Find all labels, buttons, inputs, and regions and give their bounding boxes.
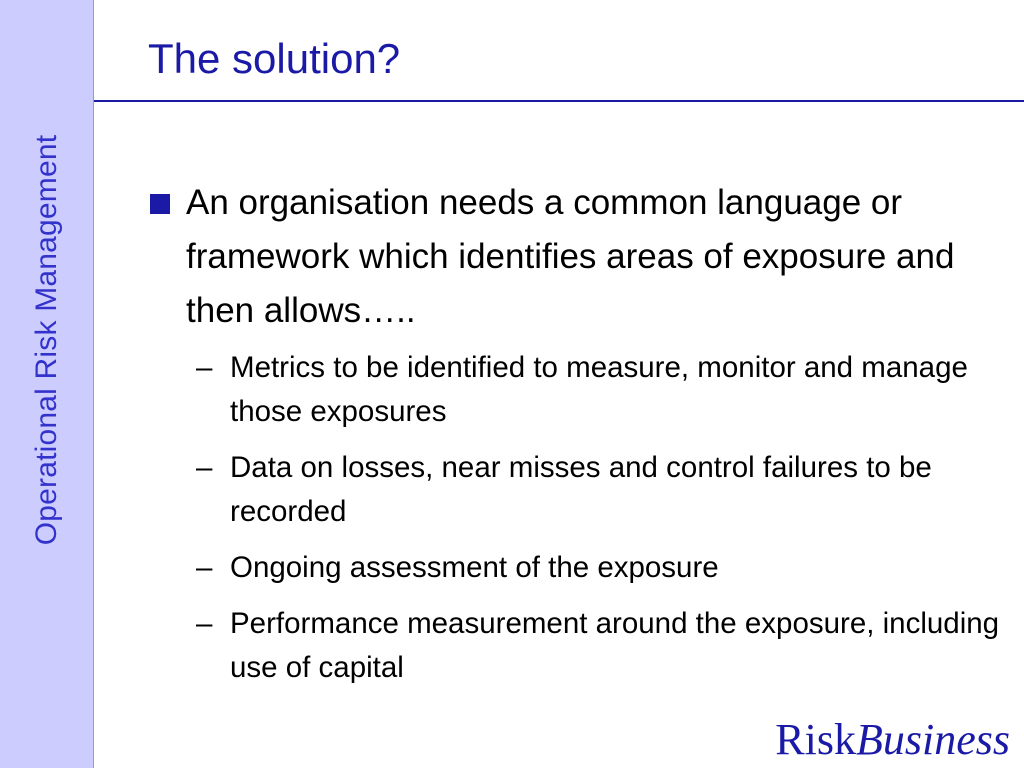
sub-bullet-text: Performance measurement around the exposure, including use of capital (230, 607, 1000, 684)
sub-bullet-text: Metrics to be identified to measure, monitor and manage those exposures (230, 351, 968, 428)
dash-bullet-icon: – (196, 451, 213, 484)
square-bullet-icon (150, 194, 170, 214)
sub-bullet-item (196, 446, 1008, 534)
logo-business-text: Business (856, 715, 1010, 764)
dash-bullet-icon: – (196, 607, 213, 640)
riskbusiness-logo (775, 715, 1010, 764)
main-bullet (148, 176, 1008, 338)
sidebar (0, 0, 94, 768)
dash-bullet-icon: – (196, 551, 213, 584)
sub-bullet-list (148, 346, 1008, 690)
sub-bullet-item (196, 346, 1008, 434)
sub-bullet-item (196, 602, 1008, 690)
slide-content (148, 176, 1008, 702)
dash-bullet-icon: – (196, 351, 213, 384)
slide-title: The solution? (148, 35, 401, 82)
logo-risk-text: Risk (775, 715, 856, 764)
sidebar-title: Operational Risk Management (30, 134, 63, 546)
sub-bullet-text: Data on losses, near misses and control failures to be recorded (230, 451, 932, 528)
title-divider (94, 100, 1024, 102)
sub-bullet-item (196, 546, 1008, 590)
main-bullet-text: An organisation needs a common language or framework which identifies areas of exposure and then allows….. (186, 183, 955, 330)
sub-bullet-text: Ongoing assessment of the exposure (230, 551, 719, 584)
